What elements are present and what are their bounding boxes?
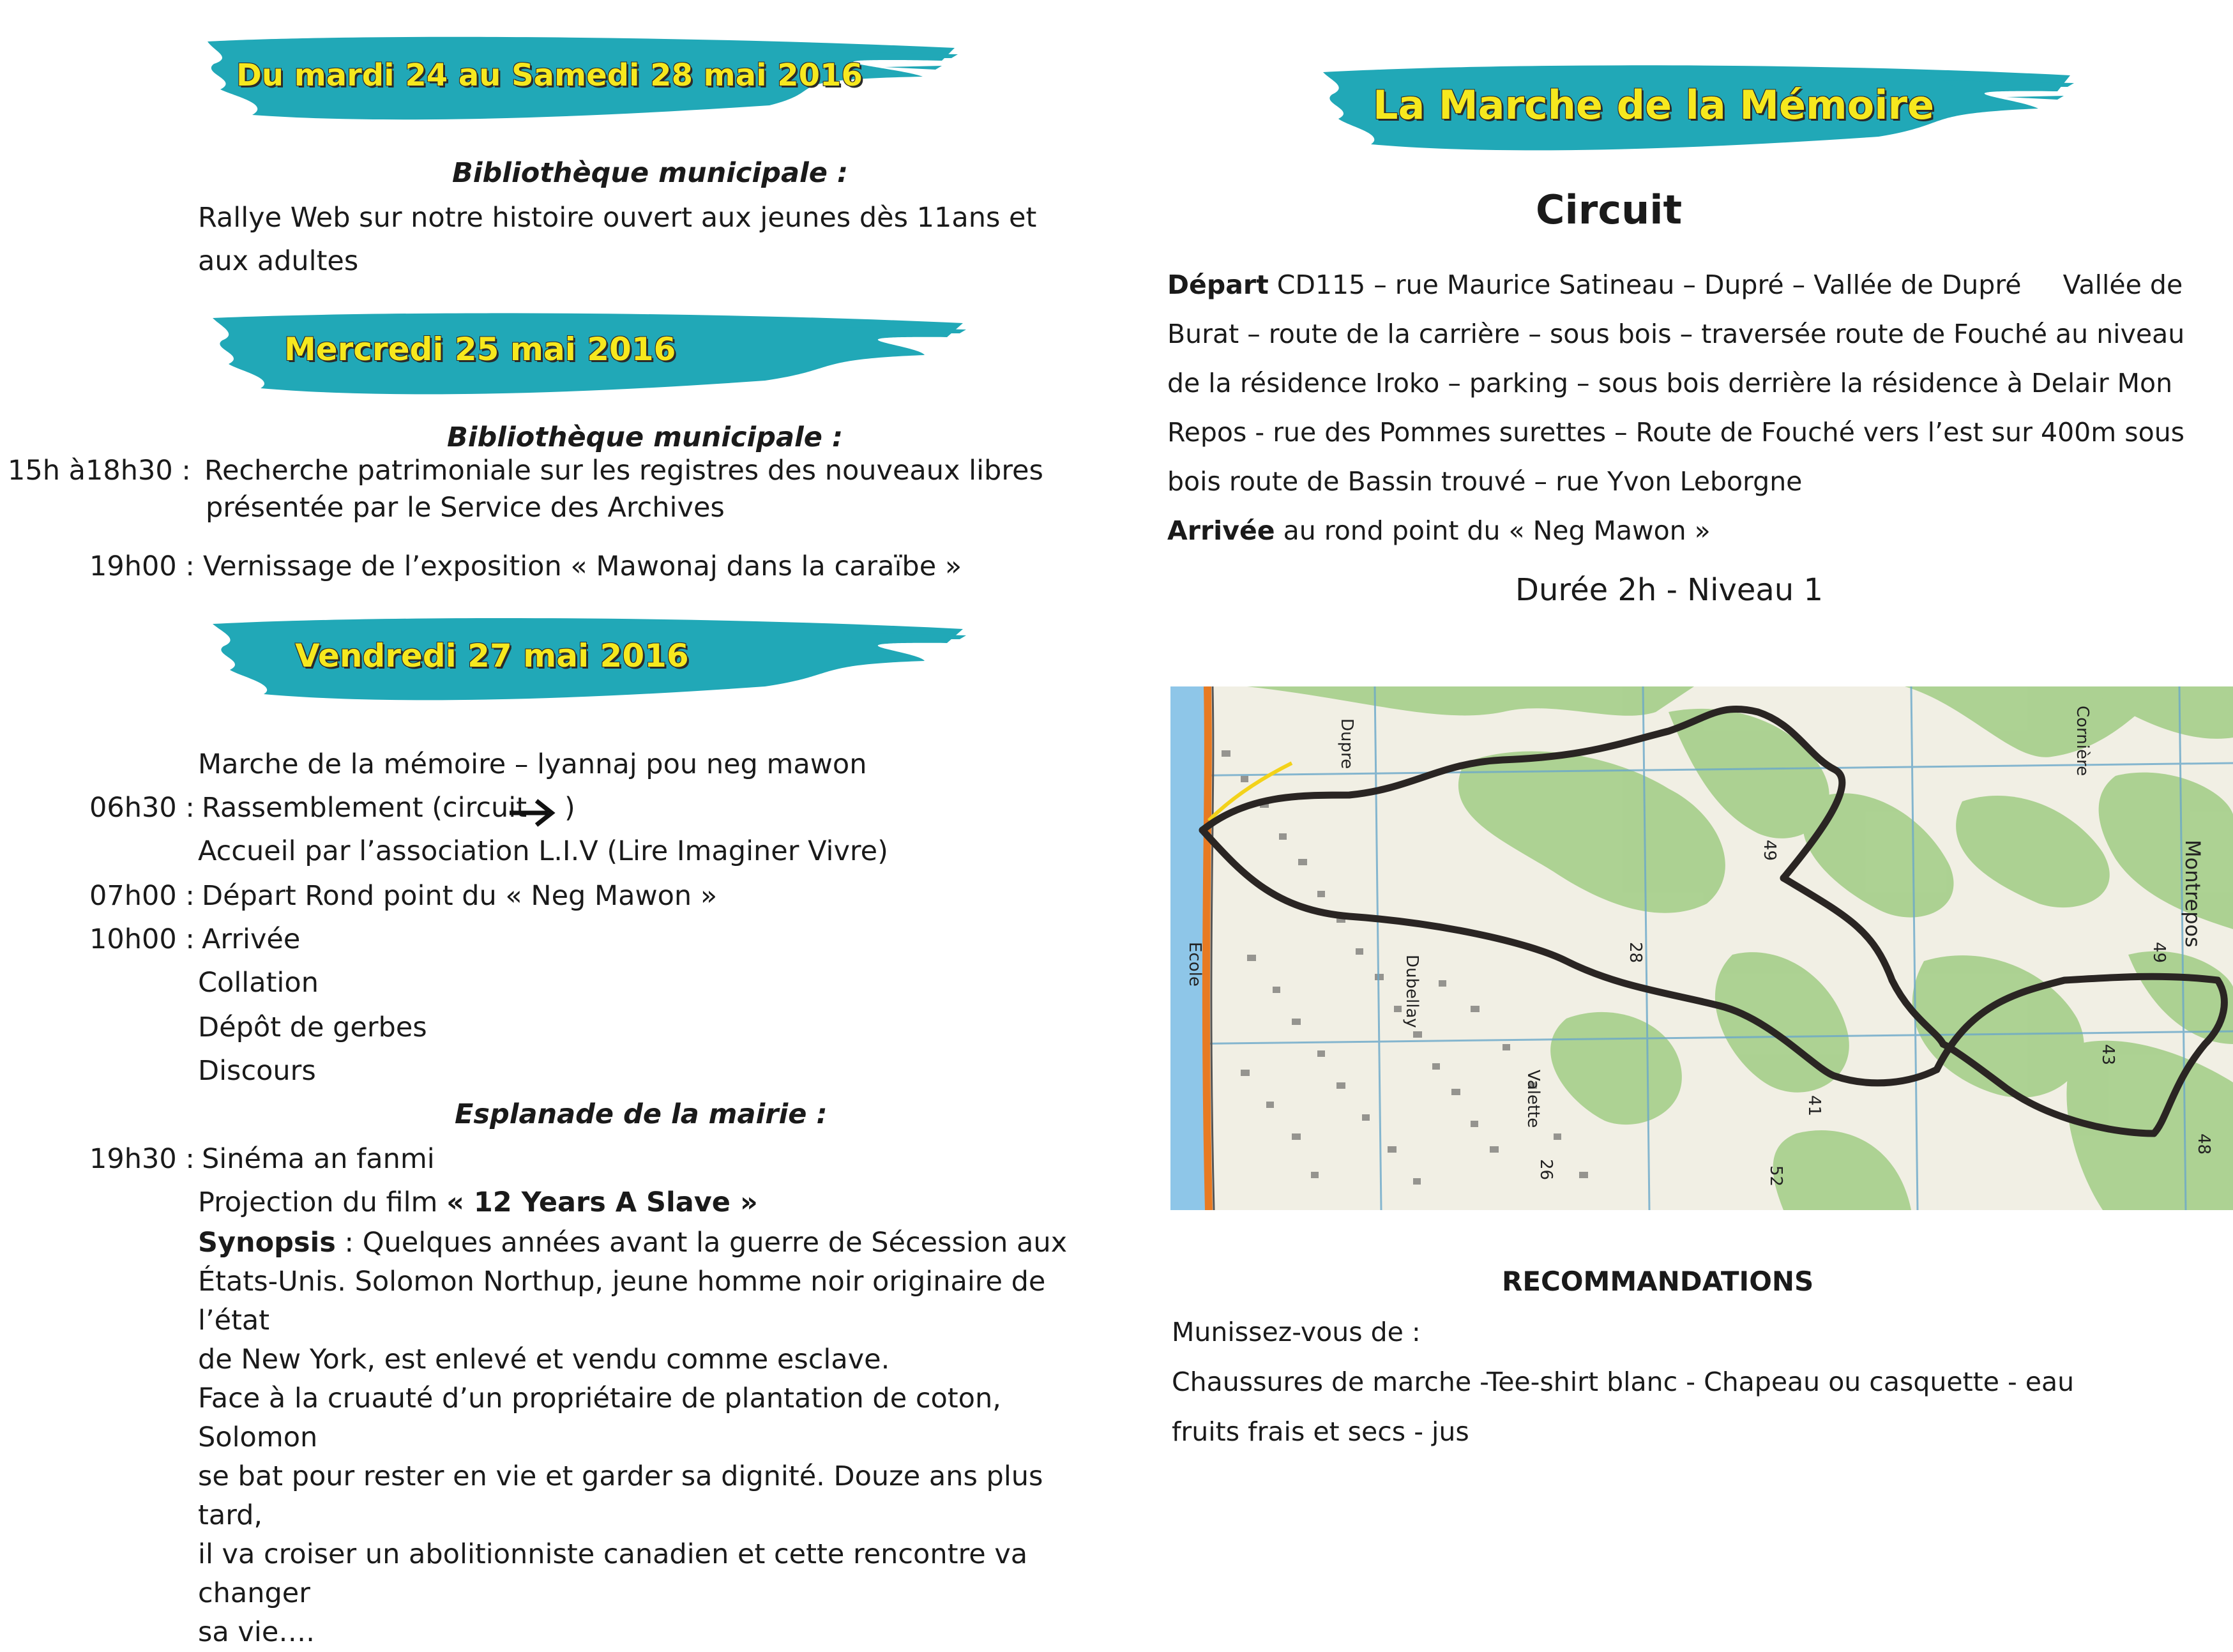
- banner-marche-memoire: La Marche de la Mémoire: [1373, 82, 1935, 128]
- route-line-1: [1167, 261, 2233, 310]
- projection-line: [198, 1186, 758, 1220]
- depart-label: Départ: [1167, 269, 1269, 300]
- rassemblement-text: Rassemblement (circuit: [202, 792, 527, 824]
- banner-date-2: Mercredi 25 mai 2016: [284, 331, 676, 368]
- collation-text: Collation: [198, 967, 319, 999]
- route-text-1: CD115 – rue Maurice Satineau – Dupré – Vallée de Dupré Vallée de: [1268, 269, 2183, 300]
- map-label-26: 26: [1536, 1159, 1556, 1181]
- synopsis-line-2: États-Unis. Solomon Northup, jeune homme noir originaire de l’état: [198, 1266, 1046, 1337]
- reco-line-3: fruits frais et secs - jus: [1172, 1416, 1469, 1447]
- circuit-title: Circuit: [1536, 186, 1683, 233]
- time-10h00: 10h00 :: [89, 923, 195, 955]
- map-label-corniere: Cornière: [2073, 706, 2092, 777]
- map-label-montrepos: Montrepos: [2181, 840, 2205, 948]
- synopsis-line-5: se bat pour rester en vie et garder sa dignité. Douze ans plus tard,: [198, 1460, 1043, 1531]
- map-label-48: 48: [2194, 1133, 2213, 1155]
- duree-niveau: Durée 2h - Niveau 1: [1515, 572, 1823, 608]
- map-label-dupre: Dupre: [1337, 718, 1356, 769]
- map-label-49a: 49: [1760, 840, 1779, 861]
- depart-text: Départ Rond point du « Neg Mawon »: [202, 880, 718, 912]
- section-heading-bibliotheque-2: Bibliothèque municipale :: [447, 421, 844, 453]
- route-line-4: Repos - rue des Pommes surettes – Route de Fouché vers l’est sur 400m sous: [1167, 417, 2185, 448]
- sinema-text: Sinéma an fanmi: [202, 1143, 435, 1175]
- rassemblement-end: ): [564, 792, 575, 824]
- arrow-right-icon: [508, 797, 559, 829]
- synopsis-line-1: [198, 1224, 1105, 1262]
- banner-date-1: Du mardi 24 au Samedi 28 mai 2016: [236, 57, 863, 93]
- map-label-43: 43: [2098, 1044, 2117, 1066]
- banner-date-3: Vendredi 27 mai 2016: [295, 637, 689, 674]
- recherche-line-1: Recherche patrimoniale sur les registres des nouveaux libres: [204, 455, 1043, 487]
- synopsis-line-6: il va croiser un abolitionniste canadien et cette rencontre va changer: [198, 1538, 1028, 1609]
- synopsis-line-7: sa vie….: [198, 1616, 315, 1648]
- film-title: « 12 Years A Slave »: [446, 1186, 758, 1218]
- circuit-map: [1170, 686, 2233, 1210]
- reco-line-2: Chaussures de marche -Tee-shirt blanc - Chapeau ou casquette - eau: [1172, 1367, 2075, 1397]
- map-label-28: 28: [1626, 942, 1645, 964]
- section-heading-bibliotheque-1: Bibliothèque municipale :: [452, 157, 849, 189]
- synopsis-label: Synopsis: [198, 1227, 336, 1259]
- arrivee-route-text: au rond point du « Neg Mawon »: [1275, 515, 1711, 546]
- synopsis-line-3: de New York, est enlevé et vendu comme esclave.: [198, 1344, 890, 1375]
- section-heading-esplanade: Esplanade de la mairie :: [455, 1098, 828, 1130]
- reco-line-1: Munissez-vous de :: [1172, 1317, 1421, 1347]
- time-15h-18h30: 15h à18h30 :: [8, 455, 191, 487]
- rallye-line-1: Rallye Web sur notre histoire ouvert aux jeunes dès 11ans et: [198, 202, 1037, 234]
- depot-text: Dépôt de gerbes: [198, 1012, 427, 1043]
- time-06h30: 06h30 :: [89, 792, 195, 824]
- accueil-text: Accueil par l’association L.I.V (Lire Imaginer Vivre): [198, 835, 888, 867]
- route-line-3: de la résidence Iroko – parking – sous bois derrière la résidence à Delair Mon: [1167, 368, 2173, 398]
- time-19h00: 19h00 :: [89, 550, 195, 582]
- marche-intro: Marche de la mémoire – lyannaj pou neg mawon: [198, 748, 867, 780]
- route-line-2: Burat – route de la carrière – sous bois – traversée route de Fouché au niveau: [1167, 319, 2185, 349]
- map-label-dubellay: Dubellay: [1402, 955, 1421, 1028]
- synopsis-block: [198, 1224, 1105, 1652]
- time-07h00: 07h00 :: [89, 880, 195, 912]
- map-graphic: [1170, 686, 2233, 1210]
- recherche-line-2: présentée par le Service des Archives: [206, 492, 725, 524]
- map-label-52: 52: [1766, 1165, 1785, 1187]
- map-label-49b: 49: [2149, 942, 2169, 964]
- rallye-line-2: aux adultes: [198, 245, 359, 277]
- synopsis-text-1: Quelques années avant la guerre de Sécession aux: [362, 1227, 1068, 1259]
- route-line-6: [1167, 506, 2233, 556]
- route-description: [1167, 261, 2233, 556]
- synopsis-line-4: Face à la cruauté d’un propriétaire de plantation de coton, Solomon: [198, 1383, 1001, 1453]
- discours-text: Discours: [198, 1055, 316, 1087]
- recommandations-title: RECOMMANDATIONS: [1502, 1266, 1814, 1297]
- map-label-ecole: Ecole: [1185, 942, 1204, 987]
- time-19h30: 19h30 :: [89, 1143, 195, 1175]
- map-label-41: 41: [1805, 1095, 1824, 1117]
- projection-text: Projection du film: [198, 1186, 438, 1218]
- arrivee-label: Arrivée: [1167, 515, 1275, 546]
- map-label-valette: Valette: [1524, 1070, 1543, 1128]
- synopsis-colon: :: [335, 1227, 363, 1259]
- vernissage-text: Vernissage de l’exposition « Mawonaj dans la caraïbe »: [203, 550, 962, 582]
- route-line-5: bois route de Bassin trouvé – rue Yvon Leborgne: [1167, 466, 1803, 497]
- arrivee-text: Arrivée: [202, 923, 301, 955]
